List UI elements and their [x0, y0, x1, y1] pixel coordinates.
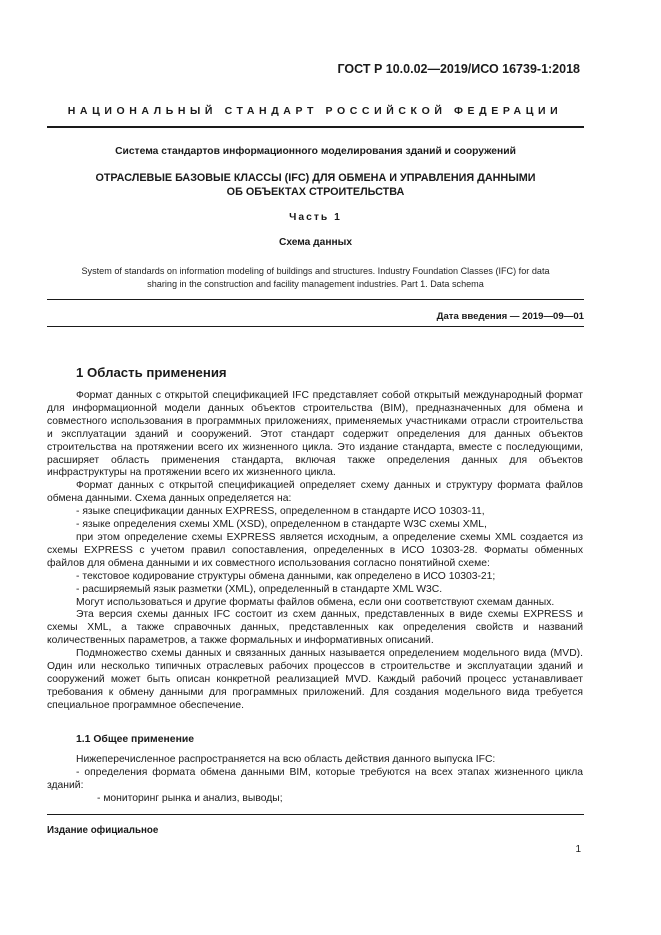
main-title-line: ОБ ОБЪЕКТАХ СТРОИТЕЛЬСТВА: [226, 186, 405, 198]
list-item: - мониторинг рынка и анализ, выводы;: [97, 792, 283, 804]
part-name: Схема данных: [278, 237, 352, 248]
list-item: - расширяемый язык разметки (XML), определенный в стандарте XML W3C.: [76, 583, 443, 595]
footer-rule: [47, 814, 584, 815]
paragraph: Нижеперечисленное распространяется на всю область действия данного выпуска IFC:: [76, 754, 496, 765]
english-title-line: System of standards on information modeling of buildings and structures. Industry Foundation Classes (IFC) for data: [81, 266, 550, 276]
paragraph: Формат данных с открытой спецификацией определяет схему данных и структуру формата файлов обмена данными. Схема данных определяется на:: [47, 480, 583, 505]
document-code: ГОСТ Р 10.0.02—2019/ИСО 16739-1:2018: [337, 62, 580, 76]
list-item: - языке определения схемы XML (XSD), определенном в стандарте W3C схемы XML,: [76, 519, 487, 531]
english-title: [47, 265, 584, 291]
section-body: [47, 390, 583, 713]
list-item: - языке спецификации данных EXPRESS, определенном в стандарте ИСО 10303-11,: [76, 506, 485, 518]
paragraph: Подмножество схемы данных и связанных данных называется определением модельного вида (MVD). Один или несколько типичных отраслевых рабочих процессов в строительстве и эксплуатации зданий и сооружений может быть описан конкретной реализацией MVD. Каждый рабочий процесс устанавливает требования к обмену данными для программных приложений. Для создания модельного вида требуется специальное программное обеспечение.: [47, 648, 583, 711]
subsection-heading: 1.1 Общее применение: [76, 734, 195, 745]
english-title-line: sharing in the construction and facility management industries. Part 1. Data schema: [147, 279, 484, 289]
main-title: [47, 171, 584, 199]
paragraph: Формат данных с открытой спецификацией IFC представляет собой открытый международный формат для информационной модели данных объектов строительства (BIM), предназначенных для обмена и совместного использования в программных приложениях, применяемых участниками отрасли строительства и эксплуатации зданий и сооружений. Этот стандарт содержит определения для данных объектов строительства на протяжении всего их жизненного цикла. Это издание стандарта, вместе с последующими, расширяет область применения стандарта, включая также определения данных для объектов инфраструктуры на протяжении всего их жизненного цикла.: [47, 390, 583, 479]
part-number: Часть 1: [289, 212, 342, 223]
page-number: 1: [575, 844, 581, 855]
list-item: - определения формата обмена данными BIM, которые требуются на всех этапах жизненного цикла зданий:: [47, 766, 583, 791]
subsection-body: [47, 754, 583, 806]
paragraph: Могут использоваться и другие форматы файлов обмена, если они соответствуют схемам данных.: [76, 596, 555, 608]
main-title-line: ОТРАСЛЕВЫЕ БАЗОВЫЕ КЛАССЫ (IFC) ДЛЯ ОБМЕНА И УПРАВЛЕНИЯ ДАННЫМИ: [95, 172, 536, 184]
system-title: Система стандартов информационного моделирования зданий и сооружений: [115, 146, 516, 157]
introduction-date: Дата введения — 2019—09—01: [436, 311, 584, 322]
list-item: - текстовое кодирование структуры обмена данными, как определено в ИСО 10303-21;: [76, 570, 496, 582]
intro-date-rule-bottom: [47, 326, 584, 327]
paragraph: Эта версия схемы данных IFC состоит из схем данных, представленных в виде схемы EXPRESS и схемы XML, а также справочных данных, представленных как определения свойств и названий количественных параметров, а также формальных и информативных описаний.: [47, 609, 583, 647]
header-rule: [47, 126, 584, 128]
official-edition-label: Издание официальное: [47, 825, 159, 836]
paragraph: при этом определение схемы EXPRESS является исходным, а определение схемы XML создается из схемы EXPRESS с учетом правил сопоставления, определенных в ИСО 10303-28. Форматы обменных файлов для обмена данными и их совместного использования согласно понятийной схеме:: [47, 531, 583, 569]
intro-date-rule: [47, 299, 584, 300]
section-heading: 1 Область применения: [76, 365, 227, 380]
national-standard-banner: НАЦИОНАЛЬНЫЙ СТАНДАРТ РОССИЙСКОЙ ФЕДЕРАЦИИ: [67, 105, 563, 117]
